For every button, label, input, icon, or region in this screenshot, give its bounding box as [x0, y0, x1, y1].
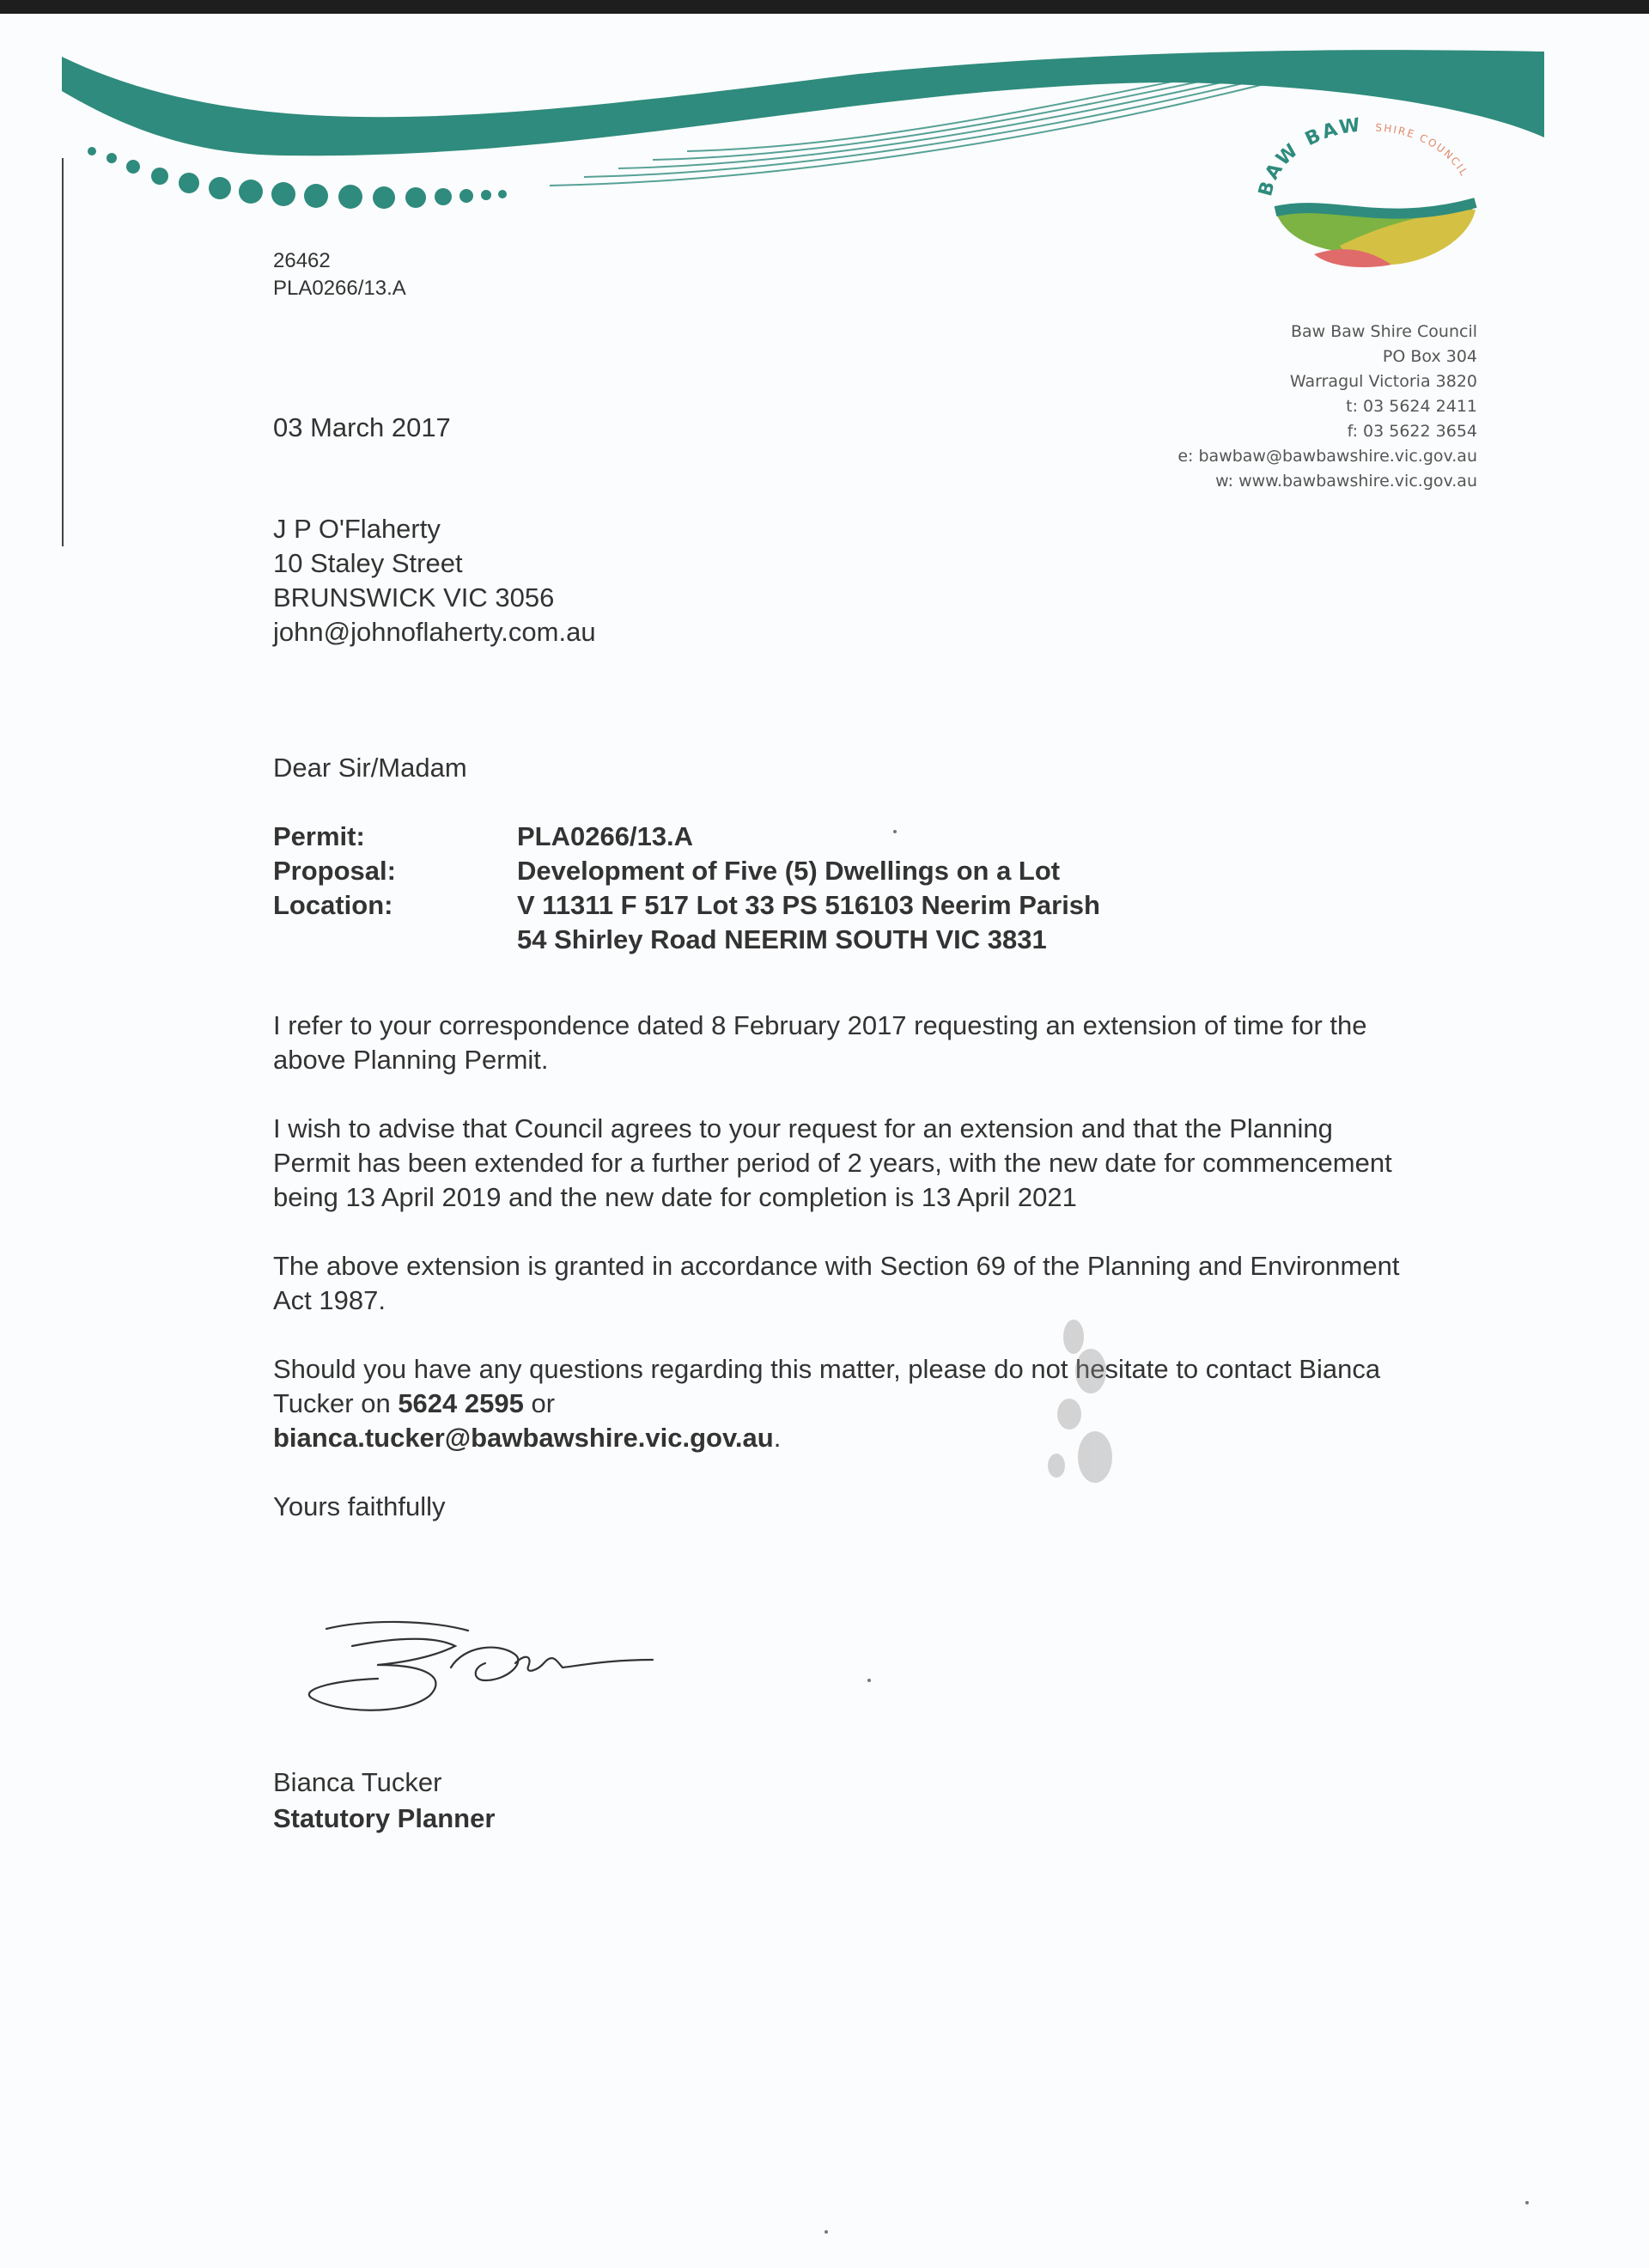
paragraph-legislation: The above extension is granted in accordance with Section 69 of the Planning and Environment Act 1987. [273, 1251, 1400, 1315]
subject-permit-row [273, 820, 1100, 854]
recipient-address [273, 512, 596, 649]
council-town: Warragul Victoria 3820 [1289, 372, 1477, 391]
decorative-dots [88, 147, 507, 209]
paragraph-contact: Should you have any questions regarding this matter, please do not hesitate to contact Bianca Tucker on 5624 2595 or bianca.tucker@bawbawshire.vic.gov.au. [273, 1354, 1381, 1453]
recipient-suburb: BRUNSWICK VIC 3056 [273, 582, 555, 613]
svg-text:BAW BAW [1255, 117, 1364, 198]
file-number: 26462 [273, 249, 331, 272]
council-website: w: www.bawbawshire.vic.gov.au [1215, 472, 1477, 491]
paragraph-reference: I refer to your correspondence dated 8 February 2017 requesting an extension of time for the above Planning Permit. [273, 1010, 1367, 1075]
signatory-name: Bianca Tucker [273, 1767, 442, 1797]
permit-reference: PLA0266/13.A [273, 277, 406, 300]
council-name: Baw Baw Shire Council [1291, 322, 1477, 341]
council-phone: t: 03 5624 2411 [1346, 397, 1477, 416]
council-fax: f: 03 5622 3654 [1347, 422, 1477, 441]
council-logo [1254, 117, 1494, 289]
proposal-value: Development of Five (5) Dwellings on a Lot [517, 856, 1061, 886]
margin-rule [62, 158, 64, 546]
contact-email: bianca.tucker@bawbawshire.vic.gov.au [273, 1423, 774, 1453]
letter-page [0, 14, 1649, 2268]
subject-block [273, 820, 1100, 957]
logo-wordmark: BAW BAW [1255, 117, 1365, 199]
scan-speck [893, 830, 897, 833]
scan-smudge [1022, 1311, 1142, 1509]
recipient-name: J P O'Flaherty [273, 514, 441, 544]
location-value-title: V 11311 F 517 Lot 33 PS 516103 Neerim Parish [517, 890, 1100, 920]
scan-speck [824, 2230, 828, 2234]
logo-subtitle: SHIRE COUNCIL [1374, 121, 1471, 180]
location-value-address: 54 Shirley Road NEERIM SOUTH VIC 3831 [517, 924, 1047, 954]
signatory-block [273, 1765, 495, 1837]
contact-phone: 5624 2595 [398, 1388, 524, 1418]
location-label: Location: [273, 890, 393, 920]
council-po-box: PO Box 304 [1382, 347, 1477, 366]
council-email: e: bawbaw@bawbawshire.vic.gov.au [1177, 447, 1477, 466]
scan-speck [1525, 2201, 1529, 2204]
recipient-email: john@johnoflaherty.com.au [273, 617, 596, 647]
permit-value: PLA0266/13.A [517, 821, 694, 851]
scan-edge [0, 0, 1649, 14]
letter-date: 03 March 2017 [273, 412, 451, 442]
subject-proposal-row [273, 854, 1100, 888]
recipient-street: 10 Staley Street [273, 548, 463, 578]
svg-text:SHIRE COUNCIL [1375, 121, 1470, 179]
scan-speck [867, 1679, 871, 1682]
letter-body [273, 1009, 1415, 1558]
closing: Yours faithfully [273, 1491, 446, 1521]
salutation: Dear Sir/Madam [273, 753, 467, 783]
council-contact-block [1177, 320, 1477, 494]
reference-block [273, 247, 406, 302]
signatory-role: Statutory Planner [273, 1803, 496, 1833]
proposal-label: Proposal: [273, 856, 396, 886]
subject-location-row [273, 888, 1100, 923]
permit-label: Permit: [273, 821, 365, 851]
signature [301, 1612, 661, 1723]
subject-location-row-2 [273, 923, 1100, 957]
paragraph-extension: I wish to advise that Council agrees to your request for an extension and that the Planning Permit has been extended for a further period of 2 years, with the new date for commencement being 13 April 2019 and the new date for completion is 13 April 2021 [273, 1113, 1392, 1212]
